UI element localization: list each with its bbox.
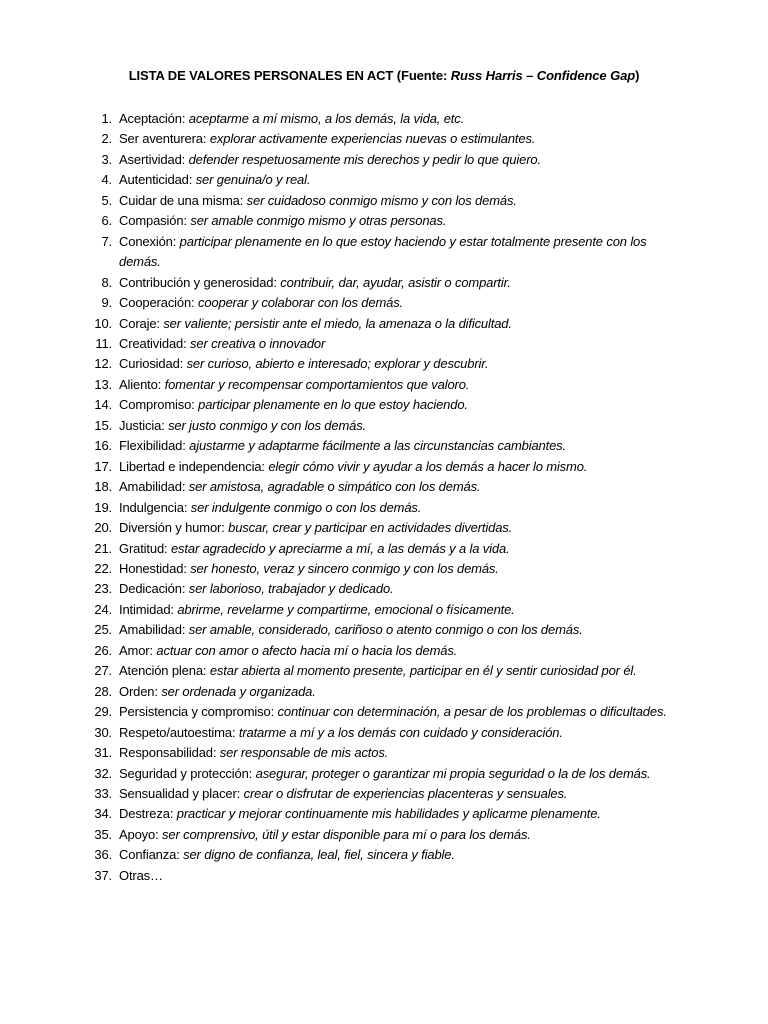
item-label: Cuidar de una misma: (119, 192, 247, 208)
item-label: Asertividad: (119, 151, 189, 167)
item-description: actuar con amor o afecto hacia mí o hacia los demás. (156, 642, 458, 658)
item-description: explorar activamente experiencias nuevas o estimulantes. (209, 131, 536, 147)
item-description: ser creativa o innovador (190, 335, 326, 351)
list-item (90, 354, 690, 374)
item-number: 27. (94, 663, 112, 679)
item-number: 30. (94, 724, 112, 740)
item-description: contribuir, dar, ayudar, asistir o compartir. (280, 274, 511, 290)
item-number: 17. (94, 458, 112, 474)
item-description: ser comprensivo, útil y estar disponible para mí o para los demás. (162, 826, 531, 842)
item-description: aceptarme a mí mismo, a los demás, la vida, etc. (188, 111, 465, 126)
item-label: Atención plena: (119, 663, 210, 679)
item-number: 10. (94, 315, 112, 331)
item-label: Amabilidad: (119, 479, 189, 495)
list-item (90, 273, 690, 293)
list-item (90, 539, 690, 559)
item-description: ser amistosa, agradable o simpático con los demás. (188, 479, 481, 495)
list-item (90, 559, 690, 579)
list-item (90, 498, 690, 518)
item-number: 35. (94, 826, 112, 842)
list-item (90, 232, 690, 273)
item-number: 24. (94, 601, 112, 617)
item-label: Diversión y humor: (119, 520, 229, 536)
list-item (90, 457, 690, 477)
item-description: estar abierta al momento presente, participar en él y sentir curiosidad por él. (209, 663, 637, 679)
item-number: 6. (101, 213, 112, 229)
item-number: 2. (101, 131, 112, 147)
page-title (0, 68, 768, 83)
list-item (90, 764, 690, 784)
item-number: 36. (94, 847, 112, 863)
item-description: fomentar y recompensar comportamientos que valoro. (164, 376, 470, 392)
item-label: Aliento: (119, 376, 165, 392)
item-label: Aceptación: (119, 111, 189, 126)
item-description: ajustarme y adaptarme fácilmente a las circunstancias cambiantes. (189, 438, 566, 454)
item-description: ser ordenada y organizada. (161, 683, 316, 699)
list-item (90, 845, 690, 865)
item-number: 32. (94, 765, 112, 781)
item-label: Sensualidad y placer: (119, 785, 244, 801)
item-description: elegir cómo vivir y ayudar a los demás a hacer lo mismo. (268, 458, 588, 474)
item-label: Compromiso: (119, 397, 199, 413)
item-description: continuar con determinación, a pesar de los problemas o dificultades. (277, 704, 667, 720)
item-description: crear o disfrutar de experiencias placenteras y sensuales. (243, 785, 568, 801)
list-item (90, 211, 690, 231)
list-item (90, 436, 690, 456)
item-label: Compasión: (119, 213, 191, 229)
item-label: Autenticidad: (119, 172, 196, 188)
list-item (90, 375, 690, 395)
item-label: Flexibilidad: (119, 438, 190, 454)
item-number: 13. (94, 376, 112, 392)
item-label: Honestidad: (119, 560, 191, 576)
item-description: ser laborioso, trabajador y dedicado. (188, 581, 394, 597)
item-number: 1. (101, 111, 112, 126)
item-label: Ser aventurera: (119, 131, 210, 147)
item-description: practicar y mejorar continuamente mis habilidades y aplicarme plenamente. (176, 806, 601, 822)
item-number: 11. (95, 335, 112, 351)
list-item (90, 477, 690, 497)
list-item (90, 129, 690, 149)
item-number: 8. (101, 274, 112, 290)
item-label: Apoyo: (119, 826, 163, 842)
item-label: Conexión: (119, 233, 180, 249)
item-number: 7. (101, 233, 112, 249)
list-item (90, 314, 690, 334)
list-item (90, 620, 690, 640)
item-label: Amor: (119, 642, 157, 658)
item-description: abrirme, revelarme y compartirme, emocional o físicamente. (177, 601, 515, 617)
item-number: 12. (94, 356, 112, 372)
item-label: Creatividad: (119, 335, 191, 351)
item-label: Gratitud: (119, 540, 171, 556)
list-item (90, 866, 690, 886)
item-number: 29. (94, 704, 112, 720)
item-number: 37. (94, 867, 112, 883)
list-item (90, 723, 690, 743)
list-item (90, 191, 690, 211)
item-label: Contribución y generosidad: (119, 274, 281, 290)
list-item (90, 395, 690, 415)
item-description: ser cuidadoso conmigo mismo y con los demás. (246, 192, 517, 208)
item-number: 19. (94, 499, 112, 515)
item-label: Responsabilidad: (119, 745, 220, 761)
item-number: 16. (94, 438, 112, 454)
list-item (90, 825, 690, 845)
item-description: tratarme a mí y a los demás con cuidado y consideración. (238, 724, 563, 740)
item-description: ser responsable de mis actos. (219, 745, 389, 761)
list-item (90, 743, 690, 763)
item-label: Seguridad y protección: (119, 765, 256, 781)
list-item (90, 579, 690, 599)
list-item (90, 150, 690, 170)
title-suffix: ) (635, 68, 640, 83)
list-item (90, 804, 690, 824)
item-number: 26. (94, 642, 112, 658)
item-description: participar plenamente en lo que estoy haciendo. (198, 397, 468, 413)
item-label: Coraje: (119, 315, 164, 331)
item-number: 20. (94, 520, 112, 536)
item-label: Intimidad: (119, 601, 178, 617)
item-description: ser amable conmigo mismo y otras personas. (190, 213, 447, 229)
item-number: 28. (94, 683, 112, 699)
list-item (90, 416, 690, 436)
item-number: 33. (94, 785, 112, 801)
item-label: Confianza: (119, 847, 184, 863)
item-number: 18. (94, 479, 112, 495)
item-description: ser digno de confianza, leal, fiel, sincera y fiable. (183, 847, 455, 863)
item-number: 14. (94, 397, 112, 413)
list-item (90, 518, 690, 538)
list-item (90, 784, 690, 804)
item-number: 22. (94, 560, 112, 576)
item-description: cooperar y colaborar con los demás. (198, 295, 404, 311)
item-label: Indulgencia: (119, 499, 191, 515)
list-item (90, 334, 690, 354)
list-item (90, 702, 690, 722)
item-label: Destreza: (119, 806, 177, 822)
item-label: Amabilidad: (119, 622, 189, 638)
values-list (90, 109, 690, 886)
item-number: 9. (101, 295, 112, 311)
list-item (90, 661, 690, 681)
list-item (90, 170, 690, 190)
item-description: ser honesto, veraz y sincero conmigo y con los demás. (190, 560, 499, 576)
item-number: 3. (101, 151, 112, 167)
item-description: ser curioso, abierto e interesado; explorar y descubrir. (186, 356, 489, 372)
list-item (90, 293, 690, 313)
item-number: 25. (94, 622, 112, 638)
list-item (90, 600, 690, 620)
item-description: ser valiente; persistir ante el miedo, la amenaza o la dificultad. (163, 315, 512, 331)
item-description: ser genuina/o y real. (195, 172, 311, 188)
list-item (90, 641, 690, 661)
item-description: ser justo conmigo y con los demás. (168, 417, 367, 433)
item-label: Orden: (119, 683, 162, 699)
item-number: 4. (101, 172, 112, 188)
item-description: buscar, crear y participar en actividades divertidas. (228, 520, 513, 536)
item-label: Justicia: (119, 417, 169, 433)
item-label: Respeto/autoestima: (119, 724, 239, 740)
item-label: Curiosidad: (119, 356, 187, 372)
item-description: participar plenamente en lo que estoy haciendo y estar totalmente presente con los demás. (119, 233, 647, 270)
list-item (90, 109, 690, 129)
item-description: asegurar, proteger o garantizar mi propia seguridad o la de los demás. (255, 765, 651, 781)
item-number: 21. (94, 540, 112, 556)
item-label: Persistencia y compromiso: (119, 704, 278, 720)
item-description: defender respetuosamente mis derechos y pedir lo que quiero. (188, 151, 541, 167)
item-number: 34. (94, 806, 112, 822)
item-number: 31. (94, 745, 112, 761)
title-source: Russ Harris – Confidence Gap (450, 68, 636, 83)
item-number: 23. (94, 581, 112, 597)
item-description: ser indulgente conmigo o con los demás. (190, 499, 422, 515)
item-label: Cooperación: (119, 295, 198, 311)
title-prefix: LISTA DE VALORES PERSONALES EN ACT (Fuente: (128, 68, 451, 83)
item-label: Otras… (119, 867, 163, 883)
list-item (90, 682, 690, 702)
item-label: Libertad e independencia: (119, 458, 269, 474)
item-number: 15. (94, 417, 112, 433)
item-description: estar agradecido y apreciarme a mí, a las demás y a la vida. (170, 540, 510, 556)
item-label: Dedicación: (119, 581, 189, 597)
item-description: ser amable, considerado, cariñoso o atento conmigo o con los demás. (188, 622, 583, 638)
item-number: 5. (101, 192, 112, 208)
